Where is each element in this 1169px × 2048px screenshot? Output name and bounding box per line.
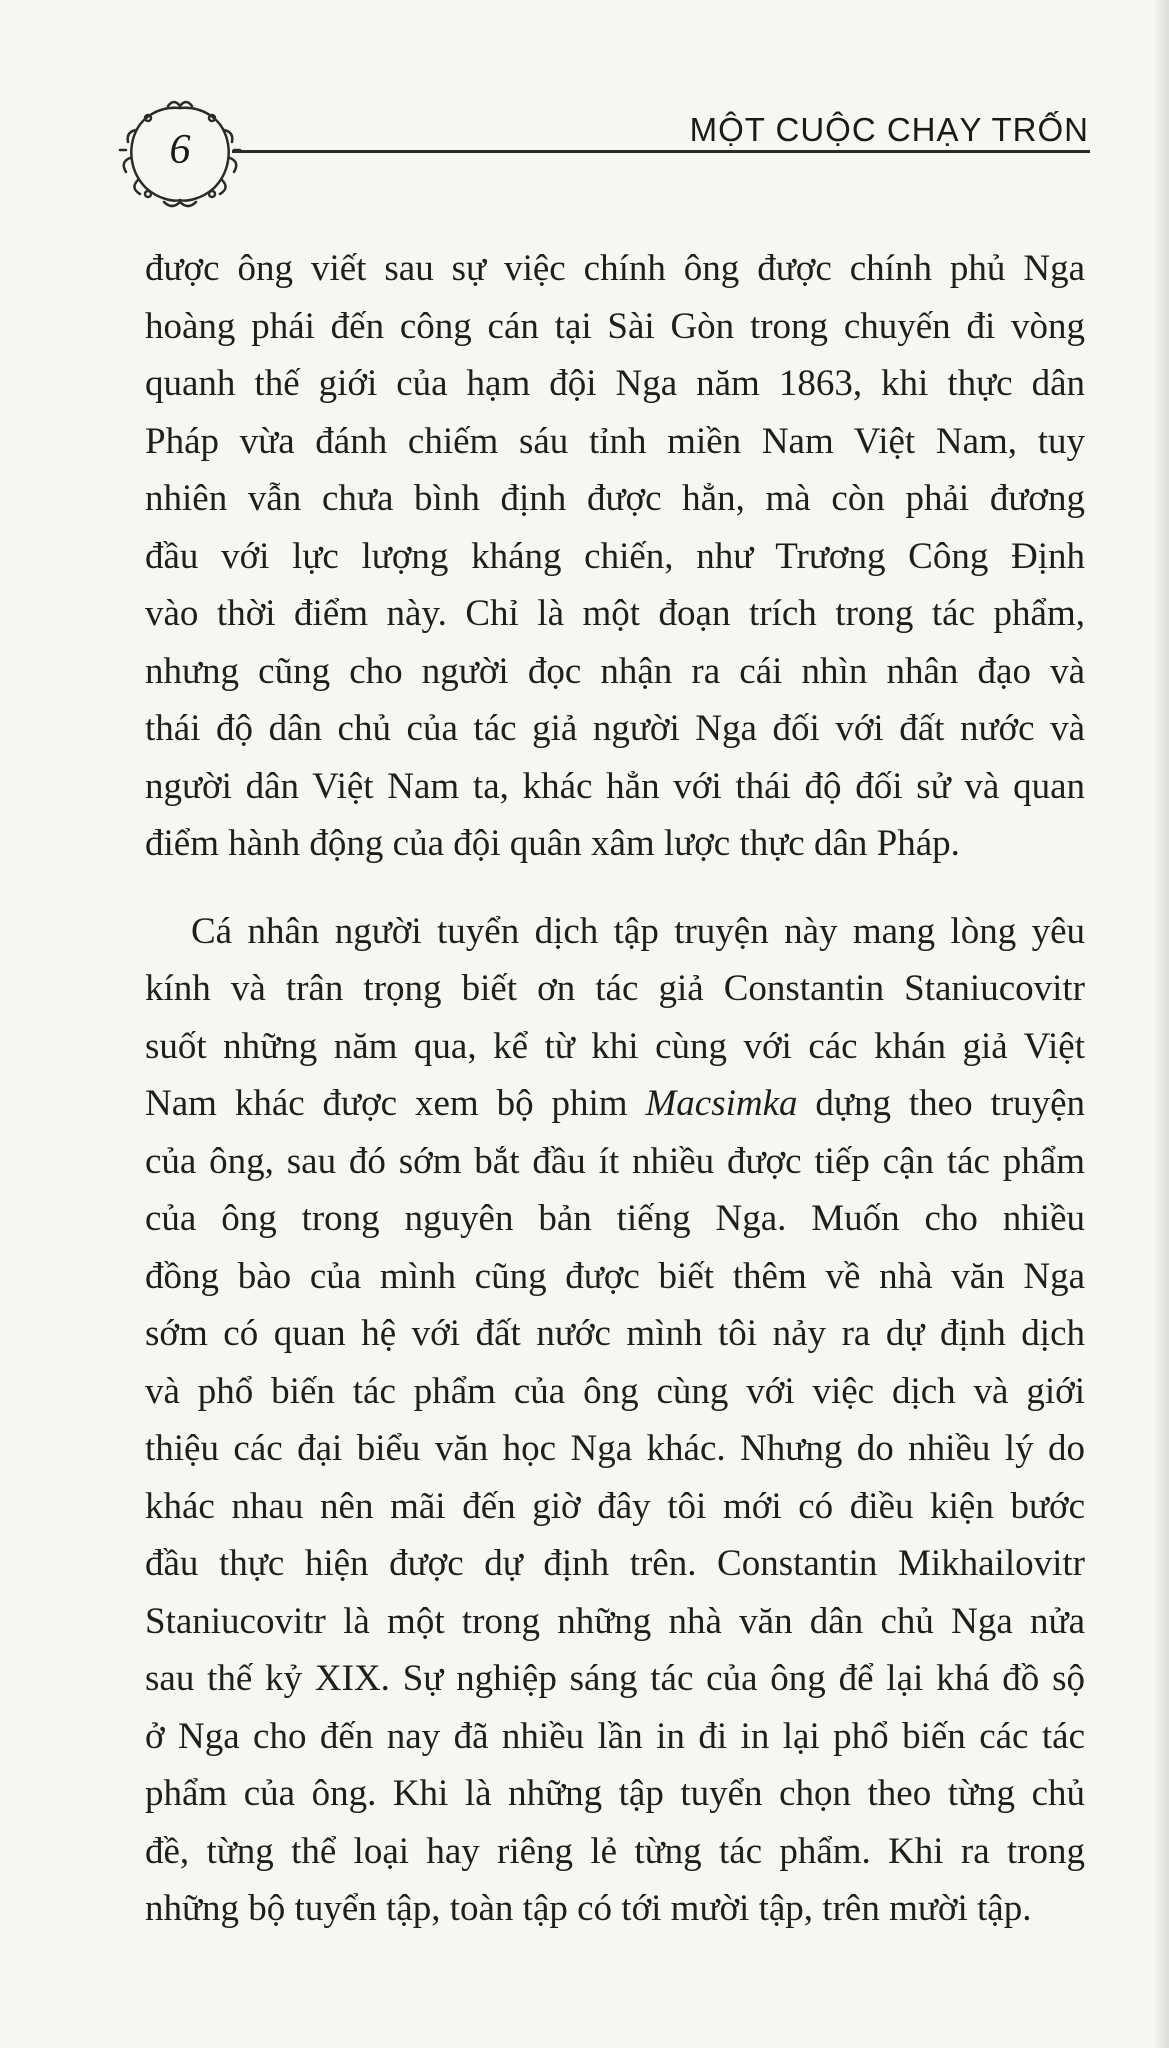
text-line: điểm hành động của đội quân xâm lược thực dân Pháp. (145, 823, 960, 864)
text-line: suốt những năm qua, kể từ khi cùng với các khán giả Việt (145, 1025, 1085, 1067)
text-line: những bộ tuyển tập, toàn tập có tới mười tập, trên mười tập. (145, 1888, 1032, 1929)
header-rule (232, 150, 1090, 153)
text-line: đầu với lực lượng kháng chiến, như Trương Công Định (145, 535, 1085, 577)
text-line: ở Nga cho đến nay đã nhiều lần in đi in lại phổ biến các tác (145, 1715, 1085, 1757)
text-run: dựng theo truyện (797, 1083, 1085, 1124)
text-line: của ông, sau đó sớm bắt đầu ít nhiều được tiếp cận tác phẩm (145, 1140, 1085, 1182)
text-line: phẩm của ông. Khi là những tập tuyển chọn theo từng chủ (145, 1773, 1085, 1814)
text-run: Nam khác được xem bộ phim (145, 1083, 646, 1124)
text-line: người dân Việt Nam ta, khác hẳn với thái độ đối sử và quan (145, 765, 1085, 807)
running-title: MỘT CUỘC CHẠY TRỐN (689, 111, 1089, 148)
text-line: sau thế kỷ XIX. Sự nghiệp sáng tác của ông để lại khá đồ sộ (145, 1658, 1085, 1699)
text-line: nhưng cũng cho người đọc nhận ra cái nhìn nhân đạo và (145, 650, 1085, 692)
text-line: thái độ dân chủ của tác giả người Nga đối với đất nước và (145, 708, 1085, 749)
text-line: sớm có quan hệ với đất nước mình tôi nảy ra dự định dịch (145, 1313, 1085, 1354)
text-line: và phổ biến tác phẩm của ông cùng với việc dịch và giới (145, 1370, 1085, 1412)
paragraph-spacing (145, 873, 1085, 903)
body-text (145, 240, 1085, 1938)
paragraph-1 (145, 240, 1085, 873)
text-line: quanh thế giới của hạm đội Nga năm 1863, khi thực dân (145, 363, 1085, 404)
text-line: đồng bào của mình cũng được biết thêm về nhà văn Nga (145, 1255, 1085, 1297)
text-line: thiệu các đại biểu văn học Nga khác. Nhưng do nhiều lý do (145, 1428, 1085, 1469)
text-line: được ông viết sau sự việc chính ông được chính phủ Nga (145, 248, 1085, 289)
text-line: khác nhau nên mãi đến giờ đây tôi mới có điều kiện bước (145, 1485, 1085, 1527)
text-line: nhiên vẫn chưa bình định được hẳn, mà còn phải đương (145, 478, 1085, 519)
page-edge-shadow (1155, 0, 1169, 2048)
text-line: đề, từng thể loại hay riêng lẻ từng tác phẩm. Khi ra trong (145, 1830, 1085, 1872)
page-number: 6 (169, 127, 191, 173)
text-line: của ông trong nguyên bản tiếng Nga. Muốn cho nhiều (145, 1198, 1085, 1239)
text-line: kính và trân trọng biết ơn tác giả Constantin Staniucovitr (145, 968, 1085, 1009)
text-line: Pháp vừa đánh chiếm sáu tỉnh miền Nam Việt Nam, tuy (145, 420, 1085, 462)
paragraph-2 (145, 903, 1085, 1938)
text-line: Cá nhân người tuyển dịch tập truyện này mang lòng yêu (191, 910, 1085, 952)
text-line: đầu thực hiện được dự định trên. Constantin Mikhailovitr (145, 1543, 1085, 1584)
text-line: Staniucovitr là một trong những nhà văn dân chủ Nga nửa (145, 1600, 1085, 1642)
text-line: hoàng phái đến công cán tại Sài Gòn trong chuyến đi vòng (145, 305, 1085, 347)
text-line: vào thời điểm này. Chỉ là một đoạn trích trong tác phẩm, (145, 593, 1085, 634)
film-title: Macsimka (645, 1083, 798, 1124)
text-line (145, 1075, 1085, 1133)
